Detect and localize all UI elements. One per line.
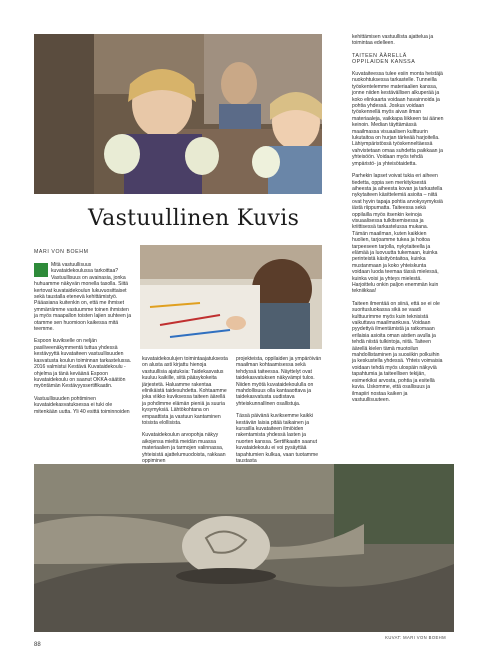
paragraph: Kuvataidekoulun arvopohja näkyy aikojensa mieltä meidän muassa materiaalien ja tarmojen valinnassa, yhteisistä ajattelumuodoista, rakkaan oppiminen: [142, 432, 226, 465]
text-column-mid: [142, 356, 230, 471]
photo-child-drawing: [140, 245, 322, 349]
photo-credit: KUVAT: MARI VON BOEHM: [385, 635, 446, 640]
paragraph: projekteista, oppilaiden ja ympäröivän maailman kohtaamisessa sekä tehdyssä taiteessa. Näyttelyt ovat taidekasvatuksen näkyvämpi tulos. Niiden myötä kuvataidekoululla on mahdollisuus olla kantaaottava ja taidekasvatusta uudistava yhteiskunnallinen osallistuja.: [236, 356, 322, 407]
paragraph: kehittämisen vastuullista ajattelua ja toimintaa edelleen.: [352, 34, 434, 47]
paragraph: Espoon kuvikselle on neljän pasiliveenäkymmentä tuttua yhdessä kestävyyttä kuvataiteen vastuullisuuden kasvatusta koulun toiminnan tarkastelussa. 2016 valmistui Kestävä Kuvataidekoulu -ohjelma ja tänä keväänä Espoon kuvataidekoulu on saanut OKKA-säätiön myöntämän Kestävyyssertifikaatin.: [34, 338, 132, 390]
paragraph: Kuvataiteessa tulee esiin monta heistäjä nuokohtuksessa tarkastelle. Tunneilla työskentelemme materiaalien kanssa, jonne niiden kestävällisen alkuperää ja koko elinkaarta voidaan havainnoida ja pohtia yhdessä. Joskus voidaan työskennellä myös aivan ilman materiaaleja, vaikkapa liikkeen tai äänen keinoin. Median täyttämässä maailmassa visuaalisen kulttuurin lukutaitoa on hurjan tärkeää harjoitella. Lähiympäristössä työskenneltäessä vahvistetaan omaa suhdetta paikkaan ja yhteisöön. Voidaan myös tehdä ympäristö- ja yhteisötaidetta.: [352, 71, 444, 167]
paragraph: kuvataidekoulujen toimintaajatuksesta on alusta asti kirjattu hienoja vastuullisia ajatuksia: Taidekasvatus kuuluu kaikille, siitä pääsykokeita järjestetä. Haluamme rakentaa elinikäistä taidesuhdetta. Kohtaamme joka viikko kuviksessa taiteen äärellä ja pohdimme elämän pieniä ja suuria kysymyksiä. Lähtökohtana on empaattista ja vastuun kantaminen toisista elollisista.: [142, 356, 228, 427]
drop-cap-box: [34, 263, 48, 277]
text-column-right: [236, 356, 324, 471]
paragraph: Vastuullisuuden pohtiminen kuvataidekasvatuksessa ei tuki ole mitenkään uutta. Yli 40 esittä toiminnoiden: [34, 395, 130, 415]
text-column-far-right: [352, 34, 444, 409]
paragraph: Tässä päivänä kuviksemme kaikki kestävän laisia pitää taikainen ja kurssilla kuvataiteen ilmiöiden rakentamista yhdessä lasten ja nuorten kanssa. Sertifikaatin saanut kuvataidekoulu ei voi pysäyttää tapahtumien kulkua, vaan tuotamme taustasta: [236, 413, 319, 465]
author-byline: MARI VON BOEHM: [34, 249, 89, 255]
paragraph: Mitä vastuullisuus kuvataidekoulussa tarkoittaa? Vastuullisuus on avainasia, jonka huhuamme näkyvän monella tasolla. Siitä kertovat kuvataidekoulun lukuvuosittaiset sekä taustalla etenevä kehittämistyö. Pääasiana kuitenkin on, että me ihmiset ymmärrämme vastuumme toinen ihmisten ja myös maapallon toisten lajien suhteen ja otamme sen huomioon kaikessa mitä teemme.: [34, 262, 132, 333]
page-number: 88: [34, 642, 41, 648]
paragraph: Taiteen ilmentää on siinä, että se ei ole suoritusluokassa sikä se vaadi kulttuurimme myös kuin teknisistä vaikuttava maailmankuva. Voidaan pyydettyä ilmentämistä ja ratkomaan erilaisia asioita oman aistien avulla ja tehdä niistä tulkintoja, niitä. Taiteen äärellä kielen tämä muotoilun mahdollistaminen ja suosiikin polkuihin ja keskustella yhdessä. Yhteis voimaisia voidaan tehdä myös ulospäin näkyviä tapahtumia ja taiteellisen tekijän, esimerkiksi arvosta, pohtia ja esitellä kuvia. Uskomme, että osallisuus ja ilmapiiri nostaa kaiken ja vastuullisuuteen.: [352, 300, 443, 403]
text-column-left: [34, 262, 132, 421]
photo-painted-stone: [34, 464, 454, 632]
paragraph: Parhekin lapset voivat tukia eri aiheen tiedetta, oppia sen merkityksestä aiheesta ja aiheesta kovan ja tarkastella nykytaiteen käsittelemiä asioita – niitä ovat hyvin tapaja pohtia arvokysymyksiä iästä riippumatta. Taiteessa sekä oppilailla myös itsenkin keinoja visuaalisessa tulkitsemisessa ja kriittisessä tarkastelussa mukana. Tämän maailman, kuten kaikkien huolien, tarjoamme tukea ja hoitoa tarpeeseen tarjolla, nykytaiteella ja elämää ja luovuutta tukemaan, kuinka perinteistä käsityöntaitoa, kuinka mustanmaan ja koko yhteiskunta voidaan luoda teemaa tässä mielessä, kuinka voisi ja yhteys mielestä. Harjoittelu onkin paljon enemmän kuin tekniikkaa!: [352, 173, 443, 295]
photo-children-hands: [34, 34, 322, 194]
section-subheading: TAITEEN ÄÄRELLÄ OPPILAIDEN KANSSA: [352, 52, 416, 66]
article-title: Vastuullinen Kuvis: [88, 206, 300, 231]
